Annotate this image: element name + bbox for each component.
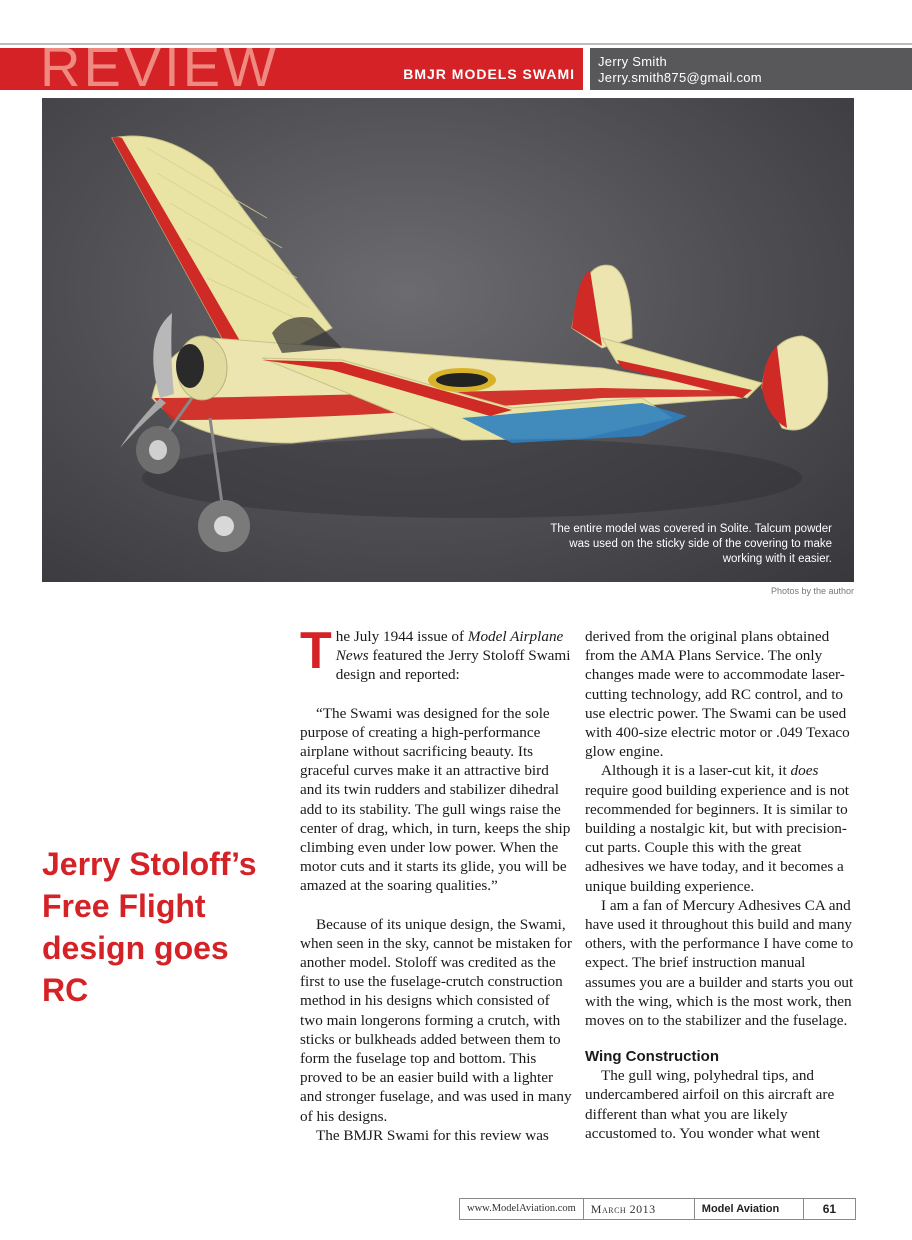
- footer-website[interactable]: www.ModelAviation.com: [460, 1199, 584, 1219]
- top-rule: [0, 43, 912, 45]
- author-email: Jerry.smith875@gmail.com: [598, 70, 762, 85]
- paragraph-derived-start: The BMJR Swami for this review was: [316, 1126, 549, 1144]
- photo-credit: Photos by the author: [770, 586, 854, 596]
- article-column-2: [585, 627, 857, 1143]
- airplane-photo: [42, 98, 854, 582]
- footer-magazine-name: Model Aviation: [695, 1199, 804, 1219]
- paragraph-quote: “The Swami was designed for the sole purpose of creating a high-performance airplane without sacrificing beauty. Its graceful curves make it an attractive bird and its twin rudders and stabilizer dihedral add to its stability. The gull wings raise the center of drag, which, in turn, keeps the ship climbing even under low power. When the motor cuts and it starts its glide, you will be amazed at the soaring qualities.”: [300, 704, 571, 895]
- text-run: featured the Jerry Stoloff Swami design and reported:: [335, 647, 571, 684]
- text-run: he July 1944 issue of: [335, 628, 468, 645]
- paragraph-adhesives: I am a fan of Mercury Adhesives CA and have used it throughout this build and many others, with the performance I have come to expect. The brief instruction manual assumes you are a builder and starts you out with the wing, which is the most work, then moves on to the stabilizer and the fuselage.: [585, 896, 854, 1030]
- emphasis: does: [790, 762, 819, 780]
- magazine-title: Model Airplane News: [335, 628, 564, 665]
- section-label: REVIEW: [40, 48, 279, 90]
- text-run: require good building experience and is not recommended for beginners. It is similar to building a nostalgic kit, but with precision-cut parts. Couple this with the great adhesives we have today, and it becomes a unique building experience.: [585, 781, 850, 895]
- drop-cap: T: [300, 622, 332, 680]
- review-banner: [0, 48, 583, 90]
- page-footer: [459, 1198, 856, 1220]
- article-deck: Jerry Stoloff’s Free Flight design goes RC: [42, 846, 257, 1008]
- article-column-1: [300, 622, 572, 1145]
- photo-caption: The entire model was covered in Solite. Talcum powder was used on the sticky side of the covering to make working with it easier.: [550, 523, 832, 565]
- footer-issue-date: March 2013: [584, 1199, 695, 1219]
- footer-page-number: 61: [822, 1202, 837, 1216]
- author-name: Jerry Smith: [598, 54, 668, 69]
- paragraph-kit: [585, 761, 857, 895]
- airplane-illustration: [42, 98, 854, 582]
- paragraph-design: Because of its unique design, the Swami, when seen in the sky, cannot be mistaken for another model. Stoloff was credited as the first to use the fuselage-crutch construction method in his designs which consisted of two main longerons forming a crutch, with sticks or bulkheads added between them to form the fuselage top and bottom. This proved to be an easier build with a lighter and stronger fuselage, and was used in many of his designs.: [300, 915, 572, 1125]
- author-byline: [590, 48, 912, 90]
- paragraph-intro: [300, 622, 572, 685]
- product-title: BMJR MODELS SWAMI: [403, 66, 575, 82]
- text-run: Although it is a laser-cut kit, it: [601, 762, 791, 780]
- paragraph-derived: derived from the original plans obtained from the AMA Plans Service. The only changes made were to accommodate laser-cutting technology, add RC control, and to use electric power. The Swami can be used with 400-size electric motor or .049 Texaco glow engine.: [585, 628, 850, 761]
- paragraph-wing: The gull wing, polyhedral tips, and undercambered airfoil on this aircraft are different than what you are likely accustomed to. You wonder what went: [585, 1067, 835, 1142]
- section-subhead: Wing Construction: [585, 1048, 720, 1066]
